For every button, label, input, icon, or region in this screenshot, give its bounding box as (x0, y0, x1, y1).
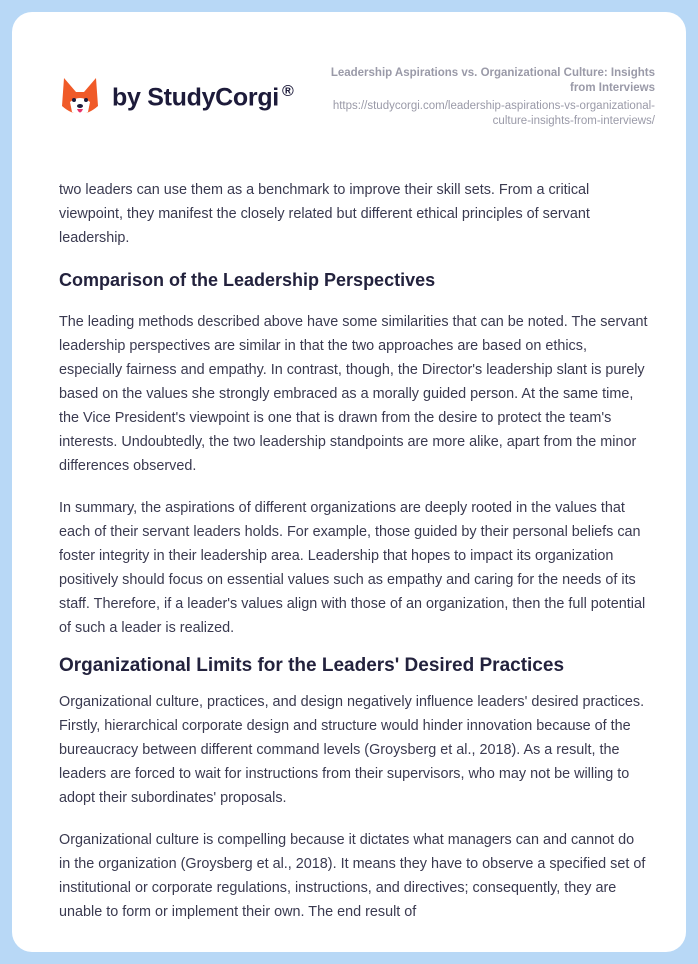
document-title: Leadership Aspirations vs. Organizational Culture: Insights from Interviews (330, 67, 655, 94)
corgi-icon (60, 76, 100, 120)
page-card (12, 12, 686, 952)
paragraph: In summary, the aspirations of different organizations are deeply rooted in the values that each of their servant leaders holds. For example, those guided by their personal beliefs can foster integrity in their leadership area. Leadership that hopes to impact its organization positively should focus on essential values such as empathy and caring for the needs of its staff. Therefore, if a leader's values align with those of an organization, then the full potential of such a leader is realized. (59, 500, 646, 636)
document-meta (325, 66, 655, 129)
paragraph: Organizational culture, practices, and design negatively influence leaders' desired practices. Firstly, hierarchical corporate design and structure would hinder innovation because of the bureaucracy between different command levels (Groysberg et al., 2018). As a result, the leaders are forced to wait for instructions from their supervisors, who may not be willing to adopt their subordinates' proposals. (59, 694, 645, 806)
paragraph: Organizational culture is compelling because it dictates what managers can and cannot do in the organization (Groysberg et al., 2018). It means they have to observe a specified set of institutional or corporate regulations, instructions, and directives; consequently, they are unable to form or implement their own. The end result of (59, 832, 646, 920)
section-heading: Organizational Limits for the Leaders' Desired Practices (59, 655, 565, 676)
section-heading: Comparison of the Leadership Perspectives (59, 270, 436, 290)
document-url[interactable]: https://studycorgi.com/leadership-aspirations-vs-organizational-culture-insights-from-interviews/ (332, 100, 655, 127)
paragraph: The leading methods described above have some similarities that can be noted. The servant leadership perspectives are similar in that the two approaches are based on ethics, especially fairness and empathy. In contrast, though, the Director's leadership slant is purely based on the values she strongly embraced as a morally guided person. At the same time, the Vice President's viewpoint is one that is drawn from the desire to protect the team's interests. Undoubtedly, the two leadership standpoints are more alike, apart from the minor differences observed. (59, 314, 648, 474)
studycorgi-logo[interactable] (60, 76, 293, 120)
logo-text: by StudyCorgi ® (112, 83, 294, 112)
paragraph: two leaders can use them as a benchmark to improve their skill sets. From a critical viewpoint, they manifest the closely related but different ethical principles of servant leadership. (59, 182, 590, 246)
article-content (59, 178, 649, 942)
